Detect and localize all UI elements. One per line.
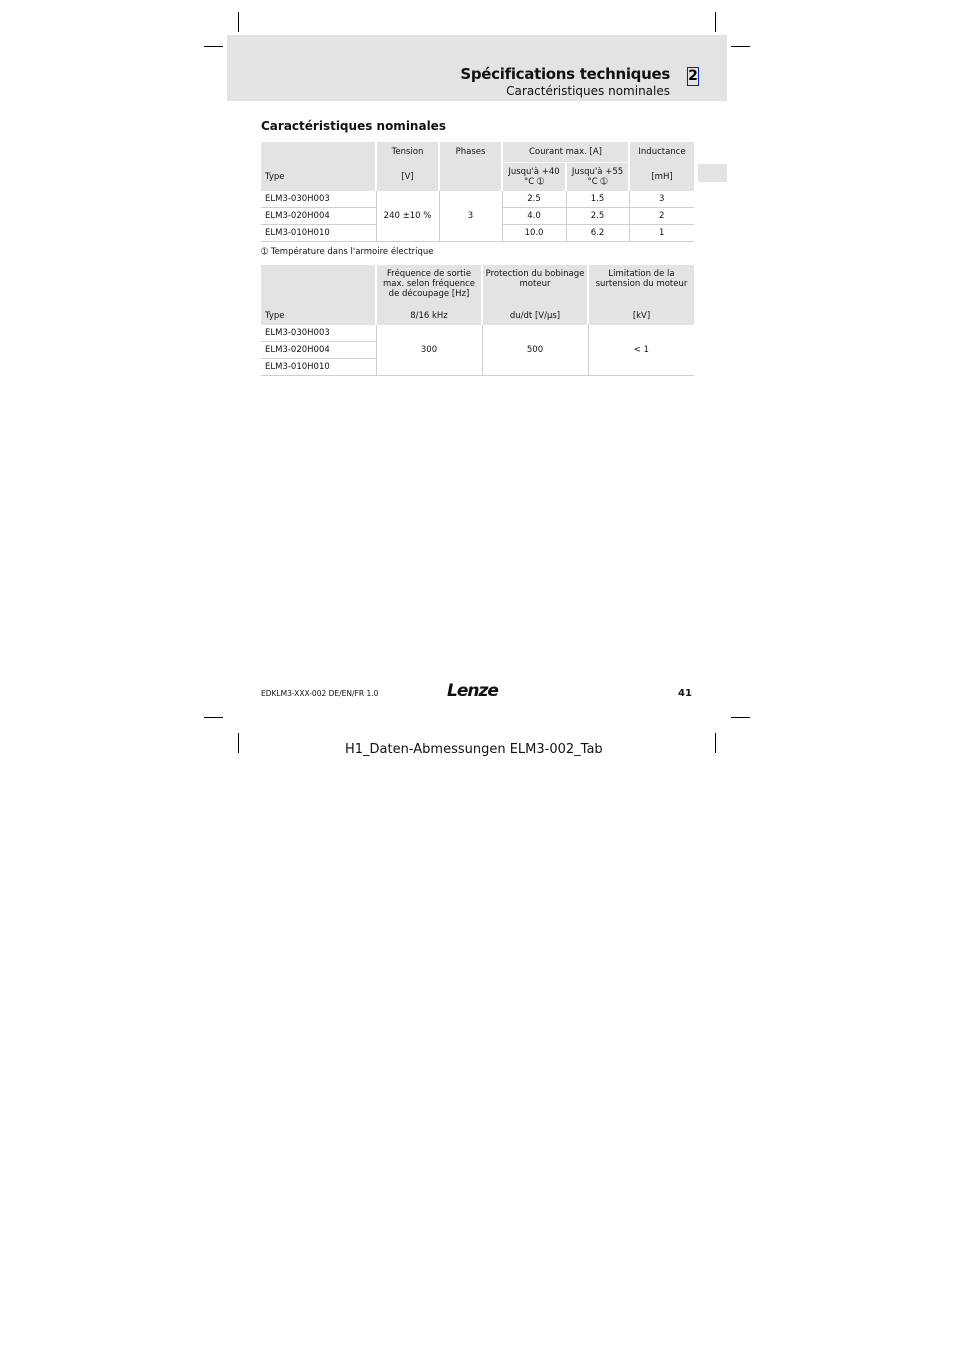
header-inductance: Inductance [629, 142, 694, 162]
crop-mark [731, 717, 750, 718]
header-courant-55: Jusqu'à +55 °C ➀ [566, 162, 629, 191]
header-inductance-unit: [mH] [629, 162, 694, 191]
header-freq: Fréquence de sortie max. selon fréquence de découpage [Hz] [376, 265, 482, 307]
courant-40-cell: 4.0 [502, 208, 566, 225]
phases-value: 3 [439, 191, 502, 242]
table-row-type: ELM3-010H010 [261, 225, 376, 242]
footnote: ➀ Température dans l'armoire électrique [261, 247, 434, 257]
section-title: Caractéristiques nominales [261, 119, 446, 133]
table-row-type: ELM3-030H003 [261, 191, 376, 208]
crop-mark [238, 12, 239, 32]
header-tension: Tension [376, 142, 439, 162]
inductance-cell: 2 [629, 208, 694, 225]
crop-mark [731, 46, 750, 47]
crop-mark [715, 12, 716, 32]
crop-mark [715, 733, 716, 753]
header-tension-unit: [V] [376, 162, 439, 191]
header-limitation: Limitation de la surtension du moteur [588, 265, 694, 307]
table-row-type: ELM3-010H010 [261, 359, 376, 376]
crop-mark [238, 733, 239, 753]
courant-55-cell: 2.5 [566, 208, 629, 225]
header-protection: Protection du bobinage moteur [482, 265, 588, 307]
page-subtitle: Caractéristiques nominales [506, 84, 670, 98]
courant-55-cell: 1.5 [566, 191, 629, 208]
table-row-type: ELM3-020H004 [261, 342, 376, 359]
crop-mark [204, 717, 223, 718]
inductance-cell: 1 [629, 225, 694, 242]
header-type: Type [261, 307, 376, 325]
table-row-type: ELM3-030H003 [261, 325, 376, 342]
document-id: EDKLM3-XXX-002 DE/EN/FR 1.0 [261, 689, 379, 698]
ratings-table [261, 142, 694, 242]
freq-value: 300 [376, 325, 482, 376]
page-number: 41 [678, 688, 692, 699]
header-limitation-unit: [kV] [588, 307, 694, 325]
tension-value: 240 ±10 % [376, 191, 439, 242]
header-courant-40: Jusqu'à +40 °C ➀ [502, 162, 566, 191]
header-protection-unit: du/dt [V/µs] [482, 307, 588, 325]
side-tab [698, 164, 727, 182]
courant-55-cell: 6.2 [566, 225, 629, 242]
limitation-value: < 1 [588, 325, 694, 376]
header-phases: Phases [439, 142, 502, 162]
courant-40-cell: 2.5 [502, 191, 566, 208]
page-title: Spécifications techniques [460, 65, 670, 83]
inductance-cell: 3 [629, 191, 694, 208]
header-freq-unit: 8/16 kHz [376, 307, 482, 325]
protection-value: 500 [482, 325, 588, 376]
protection-table [261, 265, 694, 376]
header-courant: Courant max. [A] [502, 142, 629, 162]
job-label: H1_Daten-Abmessungen ELM3-002_Tab [345, 742, 603, 757]
chapter-number[interactable]: 2 [688, 68, 698, 84]
crop-mark [204, 46, 223, 47]
lenze-logo: Lenze [447, 681, 498, 701]
courant-40-cell: 10.0 [502, 225, 566, 242]
table-row-type: ELM3-020H004 [261, 208, 376, 225]
header-type: Type [261, 162, 376, 191]
